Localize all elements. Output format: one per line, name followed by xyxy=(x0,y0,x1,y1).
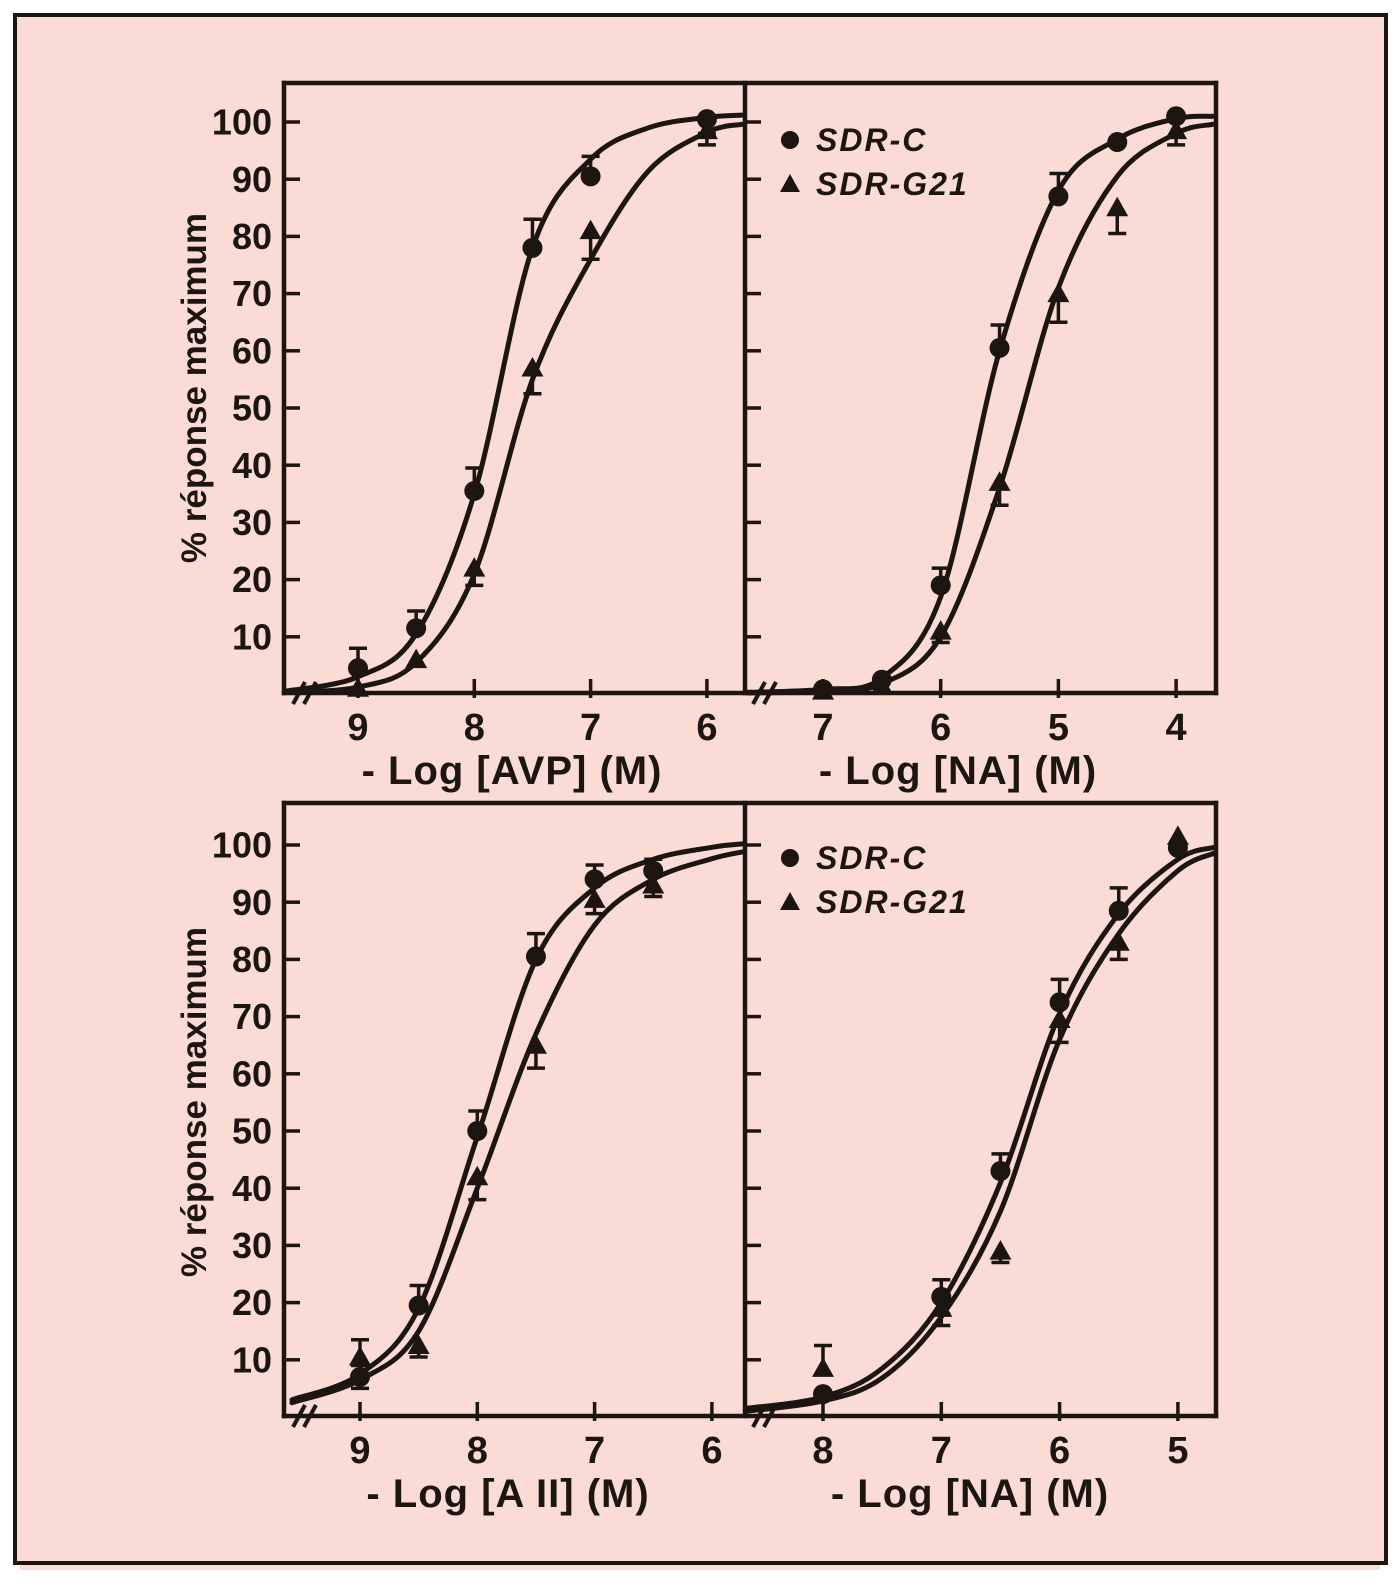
legend-label: SDR-C xyxy=(816,122,928,159)
data-point-circle-icon xyxy=(467,1121,487,1141)
x-tick-label: 5 xyxy=(1167,1430,1189,1472)
y-tick-label: 40 xyxy=(231,444,272,486)
x-tick-label: 8 xyxy=(812,1430,834,1472)
legend-label: SDR-G21 xyxy=(816,884,969,921)
x-tick-label: 8 xyxy=(463,707,485,749)
x-tick-label: 4 xyxy=(1165,707,1187,749)
data-point-circle-icon xyxy=(1048,186,1068,206)
data-point-circle-icon xyxy=(585,869,605,889)
data-point-circle-icon xyxy=(526,947,546,967)
y-tick-label: 10 xyxy=(231,616,272,658)
y-tick-label: 80 xyxy=(231,216,272,257)
x-tick-label: 8 xyxy=(466,1430,488,1472)
y-tick-label: 100 xyxy=(211,101,272,143)
legend-circle-icon xyxy=(781,131,799,149)
y-tick-label: 90 xyxy=(231,881,272,923)
y-tick-label: 60 xyxy=(231,1053,272,1095)
data-point-circle-icon xyxy=(464,481,484,501)
x-tick-label: 7 xyxy=(930,1430,952,1472)
y-tick-label: 90 xyxy=(231,158,272,200)
legend-circle-icon xyxy=(781,849,799,867)
y-tick-label: 70 xyxy=(231,273,272,315)
x-axis-title: - Log [NA] (M) xyxy=(830,1472,1110,1516)
data-point-circle-icon xyxy=(522,238,542,258)
data-point-circle-icon xyxy=(581,166,601,186)
data-point-circle-icon xyxy=(406,618,426,638)
x-tick-label: 7 xyxy=(580,707,602,749)
y-tick-label: 50 xyxy=(231,1110,272,1152)
y-tick-label: 60 xyxy=(231,330,272,372)
legend-label: SDR-G21 xyxy=(816,166,969,203)
y-tick-label: 80 xyxy=(231,939,272,980)
y-tick-label: 10 xyxy=(231,1339,272,1381)
x-tick-label: 9 xyxy=(349,1430,371,1472)
x-axis-title: - Log [AVP] (M) xyxy=(361,749,663,793)
y-axis-title: % réponse maximum xyxy=(175,926,214,1278)
x-tick-label: 7 xyxy=(812,707,834,749)
y-tick-label: 20 xyxy=(231,1282,272,1324)
y-axis-title: % réponse maximum xyxy=(175,212,214,564)
data-point-circle-icon xyxy=(990,1161,1010,1181)
x-tick-label: 6 xyxy=(701,1430,723,1472)
data-point-circle-icon xyxy=(1109,901,1129,921)
y-tick-label: 30 xyxy=(231,1225,272,1266)
x-tick-label: 6 xyxy=(930,707,952,749)
y-tick-label: 30 xyxy=(231,502,272,543)
y-tick-label: 70 xyxy=(231,996,272,1038)
x-tick-label: 6 xyxy=(696,707,718,749)
x-axis-title: - Log [A II] (M) xyxy=(366,1472,650,1516)
data-point-circle-icon xyxy=(813,1384,833,1404)
y-tick-label: 20 xyxy=(231,559,272,601)
x-tick-label: 7 xyxy=(584,1430,606,1472)
data-point-circle-icon xyxy=(348,658,368,678)
data-point-circle-icon xyxy=(990,338,1010,358)
data-point-circle-icon xyxy=(409,1295,429,1315)
y-tick-label: 40 xyxy=(231,1167,272,1209)
x-tick-label: 5 xyxy=(1047,707,1069,749)
x-tick-label: 6 xyxy=(1049,1430,1071,1472)
legend-label: SDR-C xyxy=(816,840,928,877)
y-tick-label: 100 xyxy=(211,824,272,866)
x-axis-title: - Log [NA] (M) xyxy=(818,749,1098,793)
data-point-circle-icon xyxy=(1107,132,1127,152)
x-tick-label: 9 xyxy=(347,707,369,749)
y-tick-label: 50 xyxy=(231,387,272,429)
data-point-circle-icon xyxy=(931,575,951,595)
figure-frame xyxy=(15,15,1386,1563)
